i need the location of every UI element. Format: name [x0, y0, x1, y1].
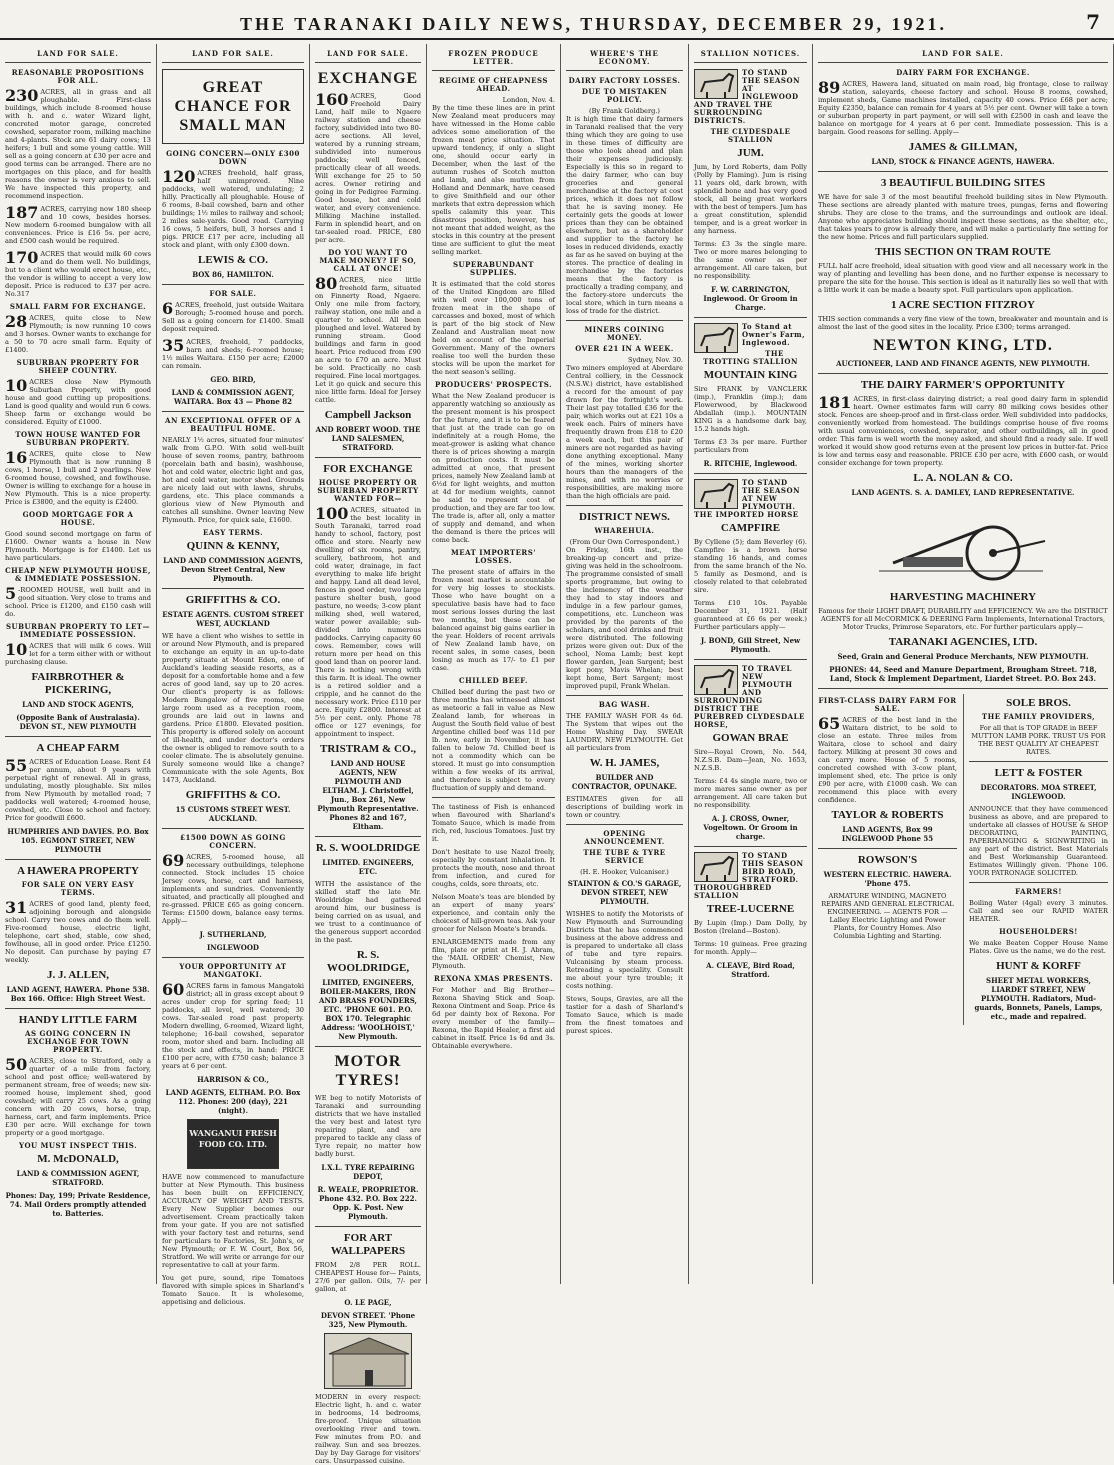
dateline: London, Nov. 4. — [502, 96, 555, 104]
agent-name: I.X.L. TYRE REPAIRING DEPOT, — [321, 1163, 415, 1181]
ad-paragraph: FULL half acre freehold, ideal situation with good view and all necessary work in the way of planting and levelling has been done, and no further expense is necessary to prepare the site for the house. This section is ideal as it naturally lies so well that with a little work it can be made a beauty spot. Full particulars upon application. — [818, 262, 1108, 294]
ad-paragraph: FROM 2/8 PER ROLL. CHEAPEST House for— Paints, 27/6 per gallon. Oils, 7/- per gallon, at — [315, 1261, 421, 1293]
ad-paragraph: 69 ACRES, 5-roomed house, all necessary outbuildings, telephone connected. Stock includes 15 choice Jersey cows, horse, cart and harness, implements and sundries. Conveniently situated, and practically all ploughed and re-grassed. PRICE £65 as going concern. Terms: £1500 down, balance easy terms. Apply— — [162, 851, 304, 925]
agent-contact: 15 CUSTOMS STREET WEST. AUCKLAND. — [175, 805, 291, 823]
agent-name: LETT & FOSTER — [994, 767, 1083, 779]
stallion-owner: A. CLEAVE, Bird Road, Stratford. — [706, 961, 795, 979]
stallion-notice-heading: TO TRAVEL NEW PLYMOUTH AND SURROUNDING DISTRICT THE PUREBRED CLYDESDALE HORSE, — [694, 664, 805, 729]
agent-name: SOLE BROS. — [1006, 697, 1071, 709]
ad-headline: GREAT CHANCE FOR SMALL MAN — [174, 79, 292, 134]
ad-subheading: (H. E. Hooker, Vulcaniser.) — [580, 868, 669, 876]
agent-contact: LIMITED, ENGINEERS, BOILER-MAKERS, IRON AND BRASS FOUNDERS, ETC. 'PHONE 601. P.O. BOX 170. Telegraphic Address: 'WOOLHOIST,' New Plymouth. — [319, 978, 417, 1041]
stallion-owner: F. W. CARRINGTON, Inglewood. Or Groom in Charge. — [703, 285, 798, 312]
fresh-food-logo: WANGANUI FRESH FOOD CO. LTD. — [187, 1119, 279, 1169]
ad-heading: FARMERS! — [1015, 887, 1062, 896]
byline: (From Our Own Correspondent.) — [569, 538, 680, 546]
agent-name: LEWIS & CO. — [198, 254, 268, 266]
agent-name: TAYLOR & ROBERTS — [831, 809, 944, 821]
column-6 — [689, 44, 813, 1284]
agent-contact: BUILDER AND CONTRACTOR, OPUNAKE. — [571, 773, 678, 791]
ad-heading: TOWN HOUSE WANTED FOR SUBURBAN PROPERTY. — [15, 430, 141, 447]
agent-contact: LIMITED. ENGINEERS, ETC. — [322, 858, 414, 876]
ad-heading: YOUR OPPORTUNITY AT MANGATOKI. — [179, 962, 287, 979]
agent-contact: AUCTIONEER, LAND AND FINANCE AGENTS, NEW PLYMOUTH. — [836, 359, 1090, 368]
agent-name: O. LE PAGE, — [344, 1298, 392, 1307]
stallion-description: By Lupin (Imp.) Dam Dolly, by Boston (Ireland—Boston). — [694, 919, 807, 935]
ad-heading: DAIRY FARM FOR EXCHANGE. — [896, 68, 1030, 77]
agent-name: HUNT & KORFF — [996, 960, 1081, 972]
horse-icon — [694, 852, 738, 882]
ad-heading: A HAWERA PROPERTY — [17, 865, 139, 877]
ad-heading: FIRST-CLASS DAIRY FARM FOR SALE. — [818, 696, 957, 713]
agent-contact: DEVON STREET. 'Phone 325, New Plymouth. — [320, 1311, 416, 1329]
agent-contact: DECORATORS. MOA STREET, INGLEWOOD. — [980, 783, 1097, 801]
ad-paragraph: 16 ACRES, quite close to New Plymouth that is now running 8 cows, 1 horse, 1 bull and 2 yearlings. New 6-roomed house, cowshed, and fowlhouse. Owner is willing to exchange for a house in New Plymouth. This is a nice property. Price is £3800, and the equity is £2400. — [5, 448, 151, 506]
agent-name: QUINN & KENNY, — [186, 540, 280, 552]
agent-contact: LAND AGENTS. S. A. DAMLEY, LAND REPRESENTATIVE. — [851, 488, 1075, 497]
stallion-owner: R. RITCHIE, Inglewood. — [703, 459, 798, 468]
article-headline: MINERS COINING MONEY. — [584, 325, 665, 342]
stallion-description: Sire—Royal Crown, No. 544, N.Z.S.B. Dam—Jean, No. 1653, N.Z.S.B. — [694, 748, 807, 772]
agent-contact: HUMPHRIES AND DAVIES. P.O. Box 105. EGMONT STREET, NEW PLYMOUTH — [7, 827, 149, 854]
agent-name: NEWTON KING, LTD. — [873, 337, 1053, 354]
stallion-notice-heading: TO STAND THE SEASON AT INGLEWOOD AND TRAVEL THE SURROUNDING DISTRICTS. — [694, 68, 800, 125]
agent-contact: BOX 86, HAMILTON. — [192, 270, 274, 279]
ad-paragraph: 35 ACRES, freehold, 7 paddocks, barn and sheds; 6-roomed house; 1½ miles Waitara. £150 per acre; £2000 can remain. — [162, 336, 304, 370]
article-subheading: PRODUCERS' PROSPECTS. — [434, 380, 553, 389]
left-subcolumn — [818, 694, 957, 1025]
ad-paragraph: MODERN in every respect: Electric light, h. and c. water in bedrooms, 14 bedrooms, fire-proof. Unique situation overlooking river and town. Few minutes from P.O. and railway. Sun and sea breezes. Day by Day Garage for visitors' cars. Unsurpassed cuisine. — [315, 1393, 421, 1465]
ad-heading: THE TUBE & TYRE SERVICE — [583, 848, 666, 865]
ad-heading: REASONABLE PROPOSITIONS FOR ALL. — [11, 68, 145, 85]
hotel-illustration — [324, 1333, 412, 1389]
stallion-description: Jum, by Lord Roberts, dam Polly (Polly by Flaming). Jum is rising 11 years old, dark brown, with splendid bone and has very good stock, all being great workers with the best of tempers. Jum has a great constitution, splendid temper, and is a great worker in any harness. — [694, 163, 807, 235]
ad-paragraph: 31 ACRES of good land, plenty feed, adjoining borough and alongside school. Carry two cows and do them well. Five-roomed house, electric light, telephone, cart shed, stable, cow shed, fowlhouse, all in good order. Price £1250. No deposit. Can purchase by paying £7 weekly. — [5, 898, 151, 964]
agent-name: TRISTRAM & CO., — [320, 743, 416, 755]
stallion-terms: Terms: 10 guineas. Free grazing for month. Apply— — [694, 940, 807, 956]
article-subheading: OVER £21 IN A WEEK. — [575, 344, 674, 353]
ad-paragraph: Boiling Water (4gal) every 3 minutes. Call and see our RAPID WATER HEATER. — [969, 899, 1108, 923]
column-4 — [427, 44, 561, 1284]
ad-headline: 1 ACRE SECTION FITZROY — [891, 299, 1035, 311]
ad-paragraph: 10 ACRES close New Plymouth Suburban Property, with good house and good cutting up propositions. Land is good quality and would run 6 cows. Sheep farm or exchange would be considered. Equity of £1000. — [5, 376, 151, 426]
agent-name: TARANAKI AGENCIES, LTD. — [888, 636, 1038, 648]
article-headline: DISTRICT NEWS. — [579, 511, 670, 523]
ad-headline: 3 BEAUTIFUL BUILDING SITES — [880, 177, 1046, 189]
agent-name: J. J. ALLEN, — [46, 969, 110, 981]
byline: (By Frank Goldberg.) — [589, 107, 660, 115]
column-1 — [0, 44, 157, 1284]
agent-phone: PHONES: 44, Seed and Manure Department, Brougham Street. 718, Land, Stock & Implement Department, Liardet Street. P.O. Box 243. — [829, 665, 1097, 683]
ad-paragraph: 181 ACRES, in first-class dairying district; a real good dairy farm in splendid heart. Owner estimates farm will carry 80 milking cows besides other stock. Fences are sheep-proof and in first-class order. Well subdivided into paddocks, conveniently worked from homestead. The buildings comprise house of five rooms with usual conveniences, cowshed, separator, and other outbuildings, all in good order. This farm is well worth the money asked, and should find a ready sale. If well worked it would show good returns even at the present low prices in butter-fat. Price is low and terms easy and reasonable. PRICE £30 per acre, with £600 cash, or would consider exchange for town property. — [818, 393, 1108, 467]
article-paragraph: Two miners employed at Aberdare Central colliery, in the Cessnock (N.S.W.) district, have established a record for the amount of pay drawn for the fortnight's work. Their last pay totalled £36 for the pair, which works out at £21 10s a week each. Pairs of miners have frequently drawn from £18 to £20 a week each, but this pair of miners are not regarded as having done anything exceptional. Many of the mines, working shorter hours than the managers of the mines, and with no worries or responsibilities, are making more than the high officials are paid. — [566, 364, 683, 500]
stallion-description: By Cyllene (5); dam Beverley (6). Campfire is a brown horse standing 16 hands, and comes from the same branch of the No. 5 family as Desmond, and is closely related to that celebrated sire. — [694, 538, 807, 594]
ad-paragraph: Famous for their LIGHT DRAFT, DURABILITY and EFFICIENCY. We are the DISTRICT AGENTS for all McCORMICK & DEERING Farm Implements, International Tractors, Motor Trucks, Primrose Separators, etc. For further particulars apply— — [818, 607, 1108, 631]
ad-paragraph: We make Beaten Copper House Name Plates. Give us the name, we do the rest. — [969, 939, 1108, 955]
ad-paragraph: 65 ACRES of the best land in the Waitara district, to be sold to close an estate. Three miles from Waitara, close to school and dairy factory. Milking at present 30 cows and can carry more. House of 5 rooms, concreted cowshed with 3-cow plant, implement shed, etc. The price is only £90 per acre, with £1000 cash. We can recommend this place with every confidence. — [818, 714, 957, 804]
ad-paragraph: 170 ACRES that would milk 60 cows and do them well. No buildings, but to a client who would erect house, etc., the vendor is willing to accept a very low deposit. Price is reduced to £37 per acre. No.317 — [5, 248, 151, 298]
ad-heading: FOR SALE. — [209, 289, 257, 298]
agent-contact: SHEET METAL WORKERS, LIARDET STREET, NEW PLYMOUTH. Radiators, Mud-guards, Bonnets, Panels, Lamps, etc., made and repaired. — [974, 976, 1103, 1021]
ad-heading: YOU MUST INSPECT THIS. — [18, 1141, 138, 1150]
stallion-notice-heading: TO STAND THIS SEASON BIRD ROAD, STRATFORD. THOROUGHBRED STALLION — [694, 851, 804, 900]
agent-name: FAIRBROTHER & PICKERING, — [31, 671, 125, 696]
agent-name: GRIFFITHS & CO. — [185, 594, 281, 606]
ad-paragraph: 89 ACRES, Hawera land, situated on main road, big frontage, close to railway station, saleyards, cheese factory and school. House 8 rooms, cowshed, implement sheds, Game machines installed, capacity 40 cows. Price £68 per acre; Equity £2350, balance can remain for 4 years at 5½ per cent. Owner will take a town or suburban property in part payment, or will sell with £2500 in cash and leave the balance on mortgage for 4 years at 6 per cent. Immediate possession. This is a bargain. Good reasons for selling. Apply— — [818, 78, 1108, 136]
article-subheading: WHAREHUIA. — [594, 526, 655, 535]
ad-heading: £1500 DOWN AS GOING CONCERN. — [180, 833, 286, 850]
column-heading: LAND FOR SALE. — [5, 44, 151, 63]
agent-contact: LAND & COMMISSION AGENT, WAITARA. Box 43 — Phone 82 — [171, 388, 295, 406]
column-5 — [561, 44, 689, 1284]
ad-paragraph: 187 ACRES, carrying now 180 sheep and 10 cows, besides horses. New modern 6-roomed bungalow with all conveniences. Price is £16 5s. per acre, and £500 cash would be required. — [5, 203, 151, 245]
stallion-owner: A. J. CROSS, Owner, Vogeltown. Or Groom in charge. — [703, 814, 798, 841]
agent-name: JAMES & GILLMAN, — [908, 141, 1018, 153]
ad-paragraph: WE have for sale 3 of the most beautiful freehold building sites in New Plymouth. These sections are already planted with mature trees, pungas, ferns and flowering shrubs. They are close to the trams, and the surroundings and outlook are ideal. Anyone who appreciates building should inspect these sections, as the shelter, etc., that takes years to grow is already there, and will make a particularly fine setting for the new home. Prices and full particulars supplied. — [818, 193, 1108, 241]
ad-headline: HARVESTING MACHINERY — [889, 591, 1037, 603]
article-paragraph: It is estimated that the cold stores of the United Kingdom are filled with well over 100,000 tons of frozen meat in the shape of carcasses and boxed, most of which is part of the big stock of New Zealand and Australian meat now held on account of the Imperial Government. Many of the owners realise too well the burden these stocks will be upon the market for the next season's selling. — [432, 280, 555, 376]
column-heading: LAND FOR SALE. — [162, 44, 304, 63]
ad-paragraph: WITH the assistance of the skilled staff the late Mr. Wooldridge had gathered around him, our business is being carried on as usual, and we trust to a continuance of the generous support accorded in the past. — [315, 880, 421, 944]
agent-name: J. SUTHERLAND, — [199, 930, 267, 939]
agent-name: GEO. BIRD, — [210, 375, 256, 384]
ad-paragraph: 60 ACRES farm in famous Mangatoki district; all in grass except about 9 acres under crop for spring feed; 11 paddocks, all level, well watered; 30 cows. Tar-sealed road past property. Modern dwelling, 6-roomed, Wizard light, telephone; 16-bail cowshed, separator room, motor shed and barn. Including all the stock and effects, in hand: PRICE £100 per acre, with £750 cash; balance 3 years at 6 per cent. — [162, 980, 304, 1070]
stallion-notice-heading: TO STAND THE SEASON AT NEW PLYMOUTH. THE IMPORTED HORSE — [694, 478, 800, 519]
agent-contact: LAND AGENTS, Box 99 INGLEWOOD Phone 55 — [841, 825, 934, 843]
article-paragraph: By the time these lines are in print New Zealand meat producers may have witnessed in the Home cable advices some amelioration of the frozen meat price situation. That upward tendency, if only a slight one, should occur early in December, when the last of the autumn rushes of Scotch mutton and lamb, and also mutton from Holland and Denmark, have ceased to give Smithfield and our other markets that extra depression which spells calamity this year. This disastrous position, however, has not meant that added weight, as the stocks in this country at the present time are sufficient to glut the meat selling market. — [432, 104, 555, 256]
stallion-terms: Terms: £3 3s the single mare. Two or more mares belonging to the same owner as per arrangement. All care taken, but no responsibility. — [694, 240, 807, 280]
stallion-breed: THE CLYDESDALE STALLION — [710, 127, 791, 144]
stallion-name: JUM. — [737, 147, 764, 159]
stallion-name: GOWAN BRAE — [712, 732, 789, 744]
article-subheading: DAIRY FACTORY LOSSES. — [568, 76, 681, 85]
agent-name: ROWSON'S — [857, 854, 918, 866]
ad-heading: A CHEAP FARM — [36, 742, 120, 754]
stallion-terms: Terms £10 10s. Payable December 31, 1921. (Half guaranteed at £6 6s per week.) Further particulars apply— — [694, 599, 807, 631]
ad-paragraph: 50 ACRES, close to Stratford, only a quarter of a mile from factory, school and post office; well-watered by permanent stream, free of weeds; new six-roomed house, implement shed, good cowshed; will carry 25 cows. As a going concern with 20 cows, horse, trap, harness, cart, and farm implements. Price £30 per acre. Will exchange for town property or a good mortgage. — [5, 1055, 151, 1137]
column-heading: WHERE'S THE ECONOMY. — [566, 44, 683, 71]
agent-phone: Phones: Day, 199; Private Residence, 74. Mail Orders promptly attended to. Batteries. — [5, 1191, 151, 1218]
stallion-breed: THE TROTTING STALLION — [703, 349, 798, 366]
article-paragraph: Chilled beef during the past two or three months has witnessed almost as meteoric a fall in value as New Zealand lamb, for whereas in August the South field value of best Argentine chilled beef was 11d per lb. now, early in November, it has fallen to below 7d. Chilled beef is not a commodity which can be stored. It must go into consumption within a few weeks of its arrival, and therefore is subject to every fluctuation of supply and demand. — [432, 688, 555, 792]
ad-paragraph: ESTIMATES given for all descriptions of building work in town or country. — [566, 795, 683, 819]
article-paragraph: The present state of affairs in the frozen meat market is accountable for very big losses to stockists. Those who have bought on a speculative basis have had to face most serious losses during the last two months, but these can be balanced against big gains earlier in the year. Holders of recent arrivals of New Zealand lamb have, on recent sales, in some cases, been losing as much as 17/- to £1 per case. — [432, 568, 555, 672]
ad-heading: AN EXCEPTIONAL OFFER OF A BEAUTIFUL HOME. — [165, 416, 301, 433]
ad-paragraph: 120 ACRES freehold, half grass, half unimproved. Nine paddocks, well watered, undulating; 2 hilly. Practically all ploughable. House of 6 rooms, 8-bail cowshed, barn and other buildings; 1½ miles to railway and school; 2 miles sale-yards. Good road. Carrying 16 cows, 5 heifers, bull, 3 horses and 1 pigs. PRICE £17 per acre, including all stock and plant, with only £300 down. — [162, 167, 304, 249]
column-heading: LAND FOR SALE. — [818, 44, 1108, 63]
ad-paragraph: 6 ACRES, freehold, just outside Waitara Borough; 5-roomed house and porch. Sell as a going concern for £1400. Small deposit required. — [162, 299, 304, 333]
agent-address: (Opposite Bank of Australasia). DEVON ST., NEW PLYMOUTH — [16, 713, 140, 731]
stallion-name: TREE-LUCERNE — [706, 903, 795, 915]
agent-contact: R. WEALE, PROPRIETOR. Phone 432. P.O. Box 222. Opp. K. Post. New Plymouth. — [317, 1185, 419, 1221]
masthead — [0, 0, 1114, 40]
agent-contact: WESTERN ELECTRIC. HAWERA. 'Phone 475. — [823, 870, 952, 888]
article-subheading: REXONA XMAS PRESENTS. — [433, 974, 554, 983]
stallion-name: CAMPFIRE — [720, 522, 781, 534]
ad-paragraph: WE have a client who wishes to settle in or around New Plymouth, and is prepared to exchange an equity in an up-to-date property situate at Mount Eden, one of Auckland's leading seaside resorts, as a deposit for a comfortable home and a few acres of good land, say up to 20 acres. Our client's property is as follows: Modern Bungalow of five rooms, one large room used as a reception room, grounds are laid out in lawns and gardens. Price £1800. Elevated position. This property is offered solely on account of ill-health, and under doctor's orders the owner is obliged to remove south to a cooler climate. The is absolutely genuine. Surely someone would like a change? Communicate with the sole Agents, Box 1473, Auckland. — [162, 632, 304, 784]
ad-paragraph: 5 -ROOMED HOUSE, well built and in good situation. Very close to trams and school. Price is £1200, and £150 cash will do. — [5, 584, 151, 618]
ad-headline: MOTOR TYRES! — [334, 1053, 402, 1089]
filler-paragraph: Don't hesitate to use Nazol freely, especially by constant inhalation. It protects the mouth, nose and throat from infection, and cured for coughs, colds, sore throats, etc. — [432, 848, 555, 888]
stallion-terms: Terms: £4 4s single mare, two or more mares same owner as per arrangement. All care taken but no responsibility. — [694, 777, 807, 809]
agent-contact: LAND AND COMMISSION AGENTS, Devon Street Central, New Plymouth. — [163, 556, 303, 583]
horse-icon — [694, 323, 738, 353]
article-paragraph: What the New Zealand producer is apparently watching so anxiously as the present moment is his prospect for the future, and it is to be feared that just at the trade can go on indefinitely at a rough Home, the meat-grower is asking what chance there is of prices showing a margin on production costs. It must be admitted at once, that present prices, namely New Zealand lamb at 6½d for light weights, and mutton at 4d for medium weights, cannot be said to represent cost of production, and they are far too low. The trade is, after all, only a matter of supply and demand, and when the demand is there the prices will come back. — [432, 392, 555, 544]
agent-name: GRIFFITHS & CO. — [185, 789, 281, 801]
harvester-illustration — [873, 501, 1053, 587]
ad-paragraph: 100 ACRES, situated in the best locality in South Taranaki, tarred road handy to school, factory, post office and store. Nearly new dwelling of six rooms, pantry, scullery, bathroom, hot and cold water, drainage, in fact everything to make life bright and happy. Land all dead level, fences in good order, two large pasture shelter bush, good pasture, no weeds; 3-cow plant milking shed, well watered, water power available; sub-divided into numerous paddocks. Carrying capacity 60 cows. Remember, cows will return more per head on this good land than on poorer land. There is nothing wrong with this farm. It is ideal. The owner is a retired soldier and a cripple, and he cannot do the necessary work. Price £110 per acre. Equity £2800. Interest at 5½ per cent. only. Phone 78 office or 127 evenings, for appointment to inspect. — [315, 504, 421, 738]
ad-paragraph: 160 ACRES, Good Freehold Dairy Land, half mile to Ngaere railway station and cheese factory, subdivided into two 80-acre sections. All level, watered by a running stream, subdivided into numerous paddocks; well fenced, practically clear of all weeds. Will exchange for 25 to 50 acres. Owner retiring and going in for Pedigree Farming. Good house, hot and cold water, and every convenience. Milking Machine installed. Farm in splendid heart, and on tar-sealed road. PRICE, £80 per acre. — [315, 90, 421, 244]
ad-subheading: FOR SALE ON VERY EASY TERMS. — [21, 880, 135, 897]
ad-paragraph: THE FAMILY WASH FOR 4s 6d. The System that wipes out the Home Washing Day. SWEAR LAUNDRY, NEW PLYMOUTH. Get all particulars from — [566, 712, 683, 752]
filler-paragraph: For Mother and Big Brother—Rexona Shaving Stick and Soap. Rexona Ointment and Soap. Price 4s 6d per dainty box of Rexona. For every member of the family—Rexona, the Rapid Healer, a first aid cabinet in itself. Price 1s 6d and 3s. Obtainable everywhere. — [432, 986, 555, 1050]
article-subheading: SUPERABUNDANT SUPPLIES. — [452, 260, 535, 277]
stallion-terms: Terms £3 3s per mare. Further particulars from — [694, 438, 807, 454]
column-heading: STALLION NOTICES. — [694, 44, 807, 63]
ad-headline: THIS SECTION ON TRAM ROUTE — [875, 246, 1051, 258]
article-subheading: DUE TO MISTAKEN POLICY. — [581, 87, 668, 104]
agent-contact: LAND AGENT, HAWERA. Phone 538. Box 166. Office: High Street West. — [6, 985, 150, 1003]
ad-heading: SUBURBAN PROPERTY TO LET—IMMEDIATE POSSESSION. — [5, 622, 150, 639]
ad-subheading: HOUSE PROPERTY OR SUBURBAN PROPERTY WANTED FOR— — [317, 478, 419, 503]
column-7 — [813, 44, 1114, 1284]
stallion-name: MOUNTAIN KING — [703, 369, 798, 381]
ad-heading: SMALL FARM FOR EXCHANGE. — [9, 302, 147, 311]
ad-subheading: EASY TERMS. — [202, 528, 264, 537]
newspaper-title: THE TARANAKI DAILY NEWS, THURSDAY, DECEMBER 29, 1921. — [240, 14, 947, 34]
ad-heading: HOUSEHOLDERS! — [999, 927, 1078, 936]
agent-name: L. A. NOLAN & CO. — [913, 472, 1013, 484]
ad-heading: FOR EXCHANGE — [323, 463, 413, 475]
agent-name: Campbell Jackson — [324, 409, 412, 421]
article-subheading: REGIME OF CHEAPNESS AHEAD. — [439, 76, 548, 93]
agent-name: HARRISON & CO., — [197, 1075, 269, 1084]
horse-icon — [694, 479, 738, 509]
page-number: 7 — [1086, 10, 1100, 34]
ad-paragraph: WE beg to notify Motorists of Taranaki and surrounding districts that we have installed the very best and latest tyre repairing plant, and are prepared to tackle any class of Tyre repair, no matter how badly burst. — [315, 1094, 421, 1158]
stallion-owner: J. BOND, Gill Street, New Plymouth. — [700, 636, 801, 654]
article-subheading: MEAT IMPORTERS' LOSSES. — [451, 548, 536, 565]
ad-paragraph: THIS section commands a very fine view of the town, breakwater and mountain and is almost the last of the good sites in the locality. Price £300; terms arranged. — [818, 315, 1108, 331]
stallion-notice-heading: To Stand at Owner's Farm, Inglewood. — [742, 322, 806, 347]
filler-paragraph: Stews, Soups, Gravies, are all the tastier for a dash of Sharland's Tomato Sauce, which is made from the finest tomatoes and purest spices. — [566, 995, 683, 1035]
agent-contact: Seed, Grain and General Produce Merchants, NEW PLYMOUTH. — [837, 652, 1089, 661]
column-2 — [157, 44, 310, 1306]
ad-subheading: GOING CONCERN—ONLY £300 DOWN — [166, 149, 300, 166]
filler-paragraph: The tastiness of Fish is enhanced when flavoured with Sharland's Tomato Sauce, which is made from rich, red, luscious Tomatoes. Just try it. — [432, 803, 555, 843]
ad-paragraph: For all that is TOP GRADE in BEEF MUTTON LAMB PORK. TRUST US FOR THE BEST QUALITY AT CHEAPEST RATES. — [971, 724, 1106, 756]
ad-paragraph: 28 ACRES, quite close to New Plymouth; is now running 10 cows and 3 horses. Owner wants to exchange for a 50 to 70 acre small farm. Equity of £1400. — [5, 312, 151, 354]
article-subheading: CHILLED BEEF. — [459, 676, 528, 685]
agent-name: R. S. WOOLDRIDGE, — [326, 949, 410, 974]
horse-icon — [694, 665, 738, 695]
ad-subheading: AS GOING CONCERN IN EXCHANGE FOR TOWN PROPERTY. — [25, 1029, 131, 1054]
ad-paragraph: 230 ACRES, all in grass and all ploughable. First-class buildings, which include 8-roomed house with h. and c. water Wizard light, concreted motor garage, concreted cowshed, separator room, milking machine and 4-plants. Stock are 61 dairy cows; 13 heifers; 1 bull and some young cattle. Will sell as a going concern at £30 per acre and good terms can be arranged. There are no mortgages on this place, and for health reasons the owner is very anxious to sell. We have inspected this property, and recommend inspection. — [5, 86, 151, 200]
agent-contact: AND ROBERT WOOD. THE LAND SALESMEN, STRATFORD. — [315, 425, 421, 452]
agent-name: M. McDONALD, — [37, 1153, 119, 1165]
ad-paragraph: HAVE now commenced to manufacture butter at New Plymouth. This business has been built on EFFICIENCY, ACCURACY OF WEIGHT AND TESTS. Every New Supplier becomes our advertisement. Cream practically taken from your gate. If you are not satisfied with your factory test and returns, send for particulars to Factories, St. John's, or New Plymouth; or F. W. Court, Box 56, Stratford. We will write or arrange for our representative to call at your farm. — [162, 1173, 304, 1269]
ad-box — [162, 69, 304, 144]
ad-heading: BAG WASH. — [598, 700, 651, 709]
ad-heading: CHEAP NEW PLYMOUTH HOUSE, & IMMEDIATE POSSESSION. — [5, 566, 151, 583]
ad-paragraph: 10 ACRES that will milk 6 cows. Will let for a term either with or without purchasing clause. — [5, 640, 151, 666]
ad-heading: OPENING ANNOUNCEMENT. — [584, 829, 665, 846]
ad-headline: FOR ART WALLPAPERS — [330, 1232, 406, 1257]
ad-heading: SUBURBAN PROPERTY FOR SHEEP COUNTRY. — [16, 358, 140, 375]
right-subcolumn — [963, 694, 1108, 1025]
column-heading: FROZEN PRODUCE LETTER. — [432, 44, 555, 71]
agent-line: LAND AND STOCK AGENTS, — [22, 700, 134, 709]
agent-contact: THE FAMILY PROVIDERS, — [981, 712, 1096, 721]
agent-contact: LAND AGENTS, ELTHAM. P.O. Box 112. Phones: 200 (day), 221 (night). — [165, 1088, 301, 1115]
ad-heading: GOOD MORTGAGE FOR A HOUSE. — [22, 510, 134, 527]
ad-paragraph: ARMATURE WINDING, MAGNETO REPAIRS AND GENERAL ELECTRICAL ENGINEERING. — AGENTS FOR — Lalley Electric Lighting and Power Plants, for Country Homes. Also Columbia Lighting and Starting. — [821, 892, 954, 940]
ad-paragraph: 55 ACRES of Education Lease. Rent £4 per annum, about 9 years with perpetual right of renewal. All in grass, undulating, mostly ploughable. Six miles from New Plymouth by metalled road; 7 paddocks well watered; 4-roomed house, cowshed, etc. Close to school and factory. Price for goodwill £600. — [5, 756, 151, 822]
ad-headline: THE DAIRY FARMER'S OPPORTUNITY — [860, 379, 1066, 391]
ad-paragraph: Good sound second mortgage on farm of £1600. Owner wants a house in New Plymouth. Mortgage is for £1400. Let us have particulars. — [5, 530, 151, 562]
ad-paragraph: 80 ACRES, nice little freehold farm, situated on Finnerty Road, Ngaere. Only one mile from factory, railway station, one mile and a quarter to school. All been ploughed and level. Watered by running stream. Good buildings and farm in good heart. Price reduced from £90 an acre to £70 an acre. Must be sold. Practically no cash required. Fine local mortgages. Let it go quick and secure this nice little farm. Ideal for Jersey cattle. — [315, 274, 421, 404]
column-heading: LAND FOR SALE. — [315, 44, 421, 63]
agent-contact: LAND & COMMISSION AGENT, STRATFORD. — [16, 1169, 140, 1187]
filler-paragraph: ENLARGEMENTS made from any film, plate or print at H. J. Abram, the 'MAIL ORDER' Chemist, New Plymouth. — [432, 938, 555, 970]
ad-paragraph: ANNOUNCE that they have commenced business as above, and are prepared to undertake all classes of HOUSE & SHOP DECORATING, PAINTING, PAPERHANGING & SIGNWRITING in any part of the district. Best Materials and Best Workmanship Guaranteed. Estimates Willingly given. 'Phone 106. YOUR PATRONAGE SOLICITED. — [969, 805, 1108, 877]
ad-heading: DO YOU WANT TO MAKE MONEY? IF SO, CALL AT ONCE! — [319, 248, 417, 273]
ad-headline: EXCHANGE — [317, 70, 419, 87]
stallion-description: Sire FRANK by VANCLERK (imp.), Franklin (imp.); dam Flowerwood, by Blackwood Abdallah (imp.). MOUNTAIN KING is a handsome dark bay, 15.2 hands high. — [694, 385, 807, 433]
horse-icon — [694, 69, 738, 99]
ad-paragraph: You get pure, sound, ripe Tomatoes flavored with simple spices in Sharland's Tomato Sauce. It is wholesome, appetising and delicious. — [162, 1274, 304, 1306]
agent-name: R. S. WOOLDRIDGE — [315, 842, 421, 854]
ad-heading: HANDY LITTLE FARM — [18, 1014, 138, 1026]
ad-paragraph: NEARLY 1½ acres, situated four minutes' walk from G.P.O. With solid well-built house of seven rooms, pantry, bathroom (porcelain bath and basin), washhouse, hot and cold water, electric light and gas, hot and cold water, motor shed. Grounds are nicely laid out with lawns, shrubs, gardens, etc. This place commands a glorious view of New Plymouth and catches all sunshine. Owner leaving New Plymouth. Price, for quick sale, £1600. — [162, 436, 304, 524]
article-paragraph: On Friday, 16th inst., the breaking-up concert and prize-giving was held in the schoolroom. The programme consisted of small sports programme, but owing to the inclemency of the weather they had to stay indoors and indulge in a few parlour games, competitions, etc. Luncheon was provided by the parents of the scholars, and cool drinks and fruit were distributed. The following prizes were given out: Dux of the school, Noma Lamb; best kept flower garden, Jean Sargent; best kept pony, Mavis Whelan; best kept home, Bert Sargent; most improved pupil, Frank Whelan. — [566, 546, 683, 690]
agent-name: W. H. JAMES, — [589, 757, 660, 769]
agent-contact: ESTATE AGENTS. CUSTOM STREET WEST, AUCKLAND — [162, 610, 304, 628]
agent-contact: LAND AND HOUSE AGENTS, NEW PLYMOUTH AND ELTHAM. J. Christoffel, Jun., Box 261, New Plymouth Representative. Phones 82 and 167, Eltham. — [317, 759, 419, 831]
agent-contact: INGLEWOOD — [206, 943, 260, 952]
column-3 — [310, 44, 427, 1465]
agent-contact: LAND, STOCK & FINANCE AGENTS, HAWERA. — [871, 157, 1055, 166]
ad-paragraph: WISHES to notify the Motorists of New Plymouth and Surrounding Districts that he has commenced business at the above address and is prepared to undertake all class of tube and tyre repairs. Vulcanising by steam process. Retreading a speciality. Consult me about your tyre trouble; it costs nothing. — [566, 910, 683, 990]
filler-paragraph: Nelson Moate's teas are blended by an expert of many years' experience, and contain only the choicest of hill-grown teas. Ask your grocer for Nelson Moate's brands. — [432, 893, 555, 933]
dateline: Sydney, Nov. 30. — [627, 356, 683, 364]
article-paragraph: It is high time that dairy farmers in Taranaki realised that the very thing which they are going to use in these times of difficulty are those who look ahead and plan their expenses judiciously. Especially is this so in regard to the dairy farmer, who can buy groceries and general merchandise at the factory at cost prices, which it does not follow that he is saving money. He certainly gets the goods at lower prices than they can be obtained elsewhere, but as a shareholder and supplier to the factory he loses in reduced dividends, exactly as far as he saved on buying at the stores. The practice of dealing in merchandise by the factories means that the factory is practically a trading company, and the factory-store undercuts the local store, which in turn means a loss of trade for the district. — [566, 115, 683, 315]
ad-subheading: STAINTON & CO.'S GARAGE, DEVON STREET, NEW PLYMOUTH. — [567, 879, 682, 906]
